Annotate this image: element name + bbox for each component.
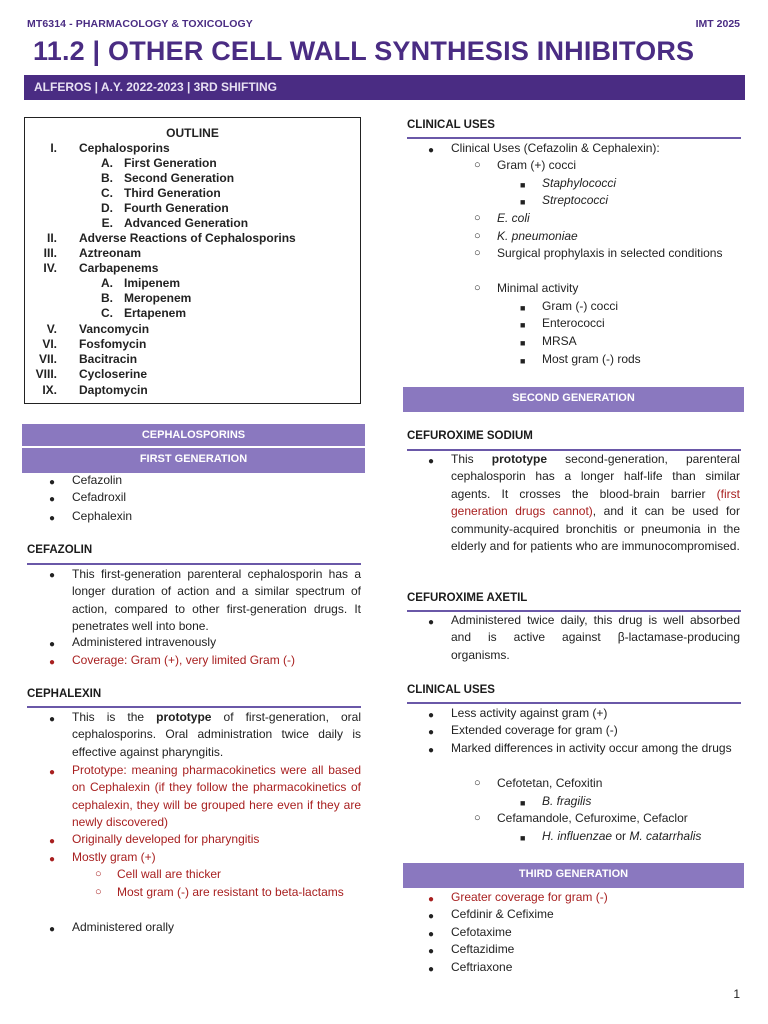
cefazolin-description: This first-generation parenteral cephalosporin has a longer duration of action and a similar spectrum of action, compared to other first-generation drugs. It penetrates well into bone.	[72, 567, 361, 634]
square-bullet-icon: ■	[520, 197, 526, 207]
outline-row	[25, 186, 360, 201]
outline-row	[25, 201, 360, 216]
outline-row-label: Bacitracin	[79, 352, 138, 366]
list-item: Cephalexin	[72, 509, 133, 523]
bullet-icon: ●	[428, 745, 435, 756]
outline-row-number: C.	[101, 306, 113, 320]
bullet-icon: ●	[49, 924, 56, 935]
bullet-icon: ●	[428, 456, 435, 467]
course-code: MT6314 - PHARMACOLOGY & TOXICOLOGY	[27, 18, 253, 30]
outline-row	[25, 383, 360, 398]
outline-row-label: Meropenem	[124, 291, 192, 305]
clinical-uses-item: MRSA	[542, 334, 577, 348]
third-gen-item: Cefdinir & Cefixime	[451, 907, 554, 921]
outline-row-number: IX.	[42, 383, 57, 397]
outline-row	[25, 216, 360, 231]
bullet-icon: ●	[428, 617, 435, 628]
outline-row-label: Advanced Generation	[124, 216, 249, 230]
outline-row-label: Third Generation	[124, 186, 221, 200]
list-item: Cefazolin	[72, 473, 123, 487]
bullet-icon: ●	[428, 145, 435, 156]
cefazolin-coverage: Coverage: Gram (+), very limited Gram (-)	[72, 653, 296, 667]
third-gen-item: Ceftazidime	[451, 942, 515, 956]
outline-row-label: Second Generation	[124, 171, 235, 185]
outline-row-number: VIII.	[35, 367, 57, 381]
cefuroxime-axetil-heading: CEFUROXIME AXETIL	[407, 592, 528, 604]
outline-row-label: Vancomycin	[79, 322, 150, 336]
bullet-icon: ●	[428, 710, 435, 721]
outline-row	[25, 306, 360, 321]
outline-row-number: II.	[46, 231, 57, 245]
outline-row-label: Cycloserine	[79, 367, 148, 381]
outline-row-label: Ertapenem	[124, 306, 187, 320]
bullet-icon: ●	[49, 477, 56, 488]
outline-row-label: First Generation	[124, 156, 217, 170]
square-bullet-icon: ■	[520, 338, 526, 348]
bullet-icon: ●	[49, 657, 56, 668]
organism-label: Streptococci	[542, 193, 609, 207]
clinical-uses-item: Enterococci	[542, 316, 605, 330]
bullet-icon: ●	[49, 854, 56, 865]
list-item: Cefadroxil	[72, 490, 127, 504]
square-bullet-icon: ■	[520, 798, 526, 808]
cephalexin-description: This is the prototype of first-generation, oral cephalosporins. Oral administration twice daily is effective against pharyngitis.	[72, 710, 361, 759]
clinical-uses-item: Most gram (-) rods	[542, 352, 641, 366]
clinical-uses-item: Cefotetan, Cefoxitin	[497, 776, 603, 790]
second-generation-bar: SECOND GENERATION	[403, 387, 744, 412]
outline-row-number: V.	[46, 322, 57, 336]
outline-row-number: VII.	[38, 352, 57, 366]
outline-row	[25, 231, 360, 246]
outline-row	[25, 141, 360, 156]
clinical-uses-item: Minimal activity	[497, 281, 579, 295]
cefazolin-heading: CEFAZOLIN	[27, 544, 93, 556]
outline-row-number: E.	[101, 216, 113, 230]
clinical-uses-item: Gram (+) cocci	[497, 158, 577, 172]
circle-bullet-icon: ○	[474, 777, 481, 789]
square-bullet-icon: ■	[520, 303, 526, 313]
bullet-icon: ●	[49, 836, 56, 847]
square-bullet-icon: ■	[520, 356, 526, 366]
square-bullet-icon: ■	[520, 320, 526, 330]
first-generation-bar: FIRST GENERATION	[22, 448, 365, 473]
cephalexin-prototype-note: Prototype: meaning pharmacokinetics were all based on Cephalexin (if they follow the pharmacokinetics of cephalexin, they will be grouped here even if they are newly discovered)	[72, 763, 361, 830]
clinical-uses-item: Less activity against gram (+)	[451, 706, 608, 720]
outline-row-number: A.	[101, 156, 113, 170]
bullet-icon: ●	[428, 894, 435, 905]
organism-label: H. influenzae or M. catarrhalis	[542, 829, 702, 843]
clinical-uses-item: Surgical prophylaxis in selected conditions	[497, 246, 723, 260]
outline-row	[25, 171, 360, 186]
third-gen-item: Ceftriaxone	[451, 960, 513, 974]
outline-row	[25, 337, 360, 352]
outline-row-number: A.	[101, 276, 113, 290]
outline-row	[25, 291, 360, 306]
bullet-icon: ●	[428, 929, 435, 940]
outline-row-number: I.	[50, 141, 57, 155]
circle-bullet-icon: ○	[474, 812, 481, 824]
circle-bullet-icon: ○	[474, 212, 481, 224]
outline-row-number: III.	[43, 246, 57, 260]
batch-label: IMT 2025	[695, 18, 740, 30]
outline-row-number: C.	[101, 186, 113, 200]
square-bullet-icon: ■	[520, 833, 526, 843]
circle-bullet-icon: ○	[474, 159, 481, 171]
clinical-uses-item: Extended coverage for gram (-)	[451, 723, 618, 737]
outline-row-label: Aztreonam	[79, 246, 142, 260]
section-rule	[407, 702, 741, 704]
bullet-icon: ●	[428, 911, 435, 922]
bullet-icon: ●	[49, 714, 56, 725]
organism-label: Staphylococci	[542, 176, 617, 190]
outline-row-label: Imipenem	[124, 276, 181, 290]
page-title: 11.2 | OTHER CELL WALL SYNTHESIS INHIBITORS	[33, 36, 695, 66]
outline-row	[25, 156, 360, 171]
outline-row-number: D.	[101, 201, 113, 215]
cefazolin-route: Administered intravenously	[72, 635, 217, 649]
third-gen-item: Greater coverage for gram (-)	[451, 890, 608, 904]
cefuroxime-sodium-heading: CEFUROXIME SODIUM	[407, 430, 533, 442]
cephalosporins-section-bar: CEPHALOSPORINS	[22, 424, 365, 446]
clinical-uses-item: Cefamandole, Cefuroxime, Cefaclor	[497, 811, 688, 825]
cefuroxime-sodium-description: This prototype second-generation, parenteral cephalosporin has a longer half-life than similar agents. It crosses the blood-brain barrier (first generation drugs cannot), and it can be used for community-acquired bronchitis or pneumonia in the elderly and for patients who are immunocompromised.	[451, 452, 740, 554]
section-rule	[407, 137, 741, 139]
bullet-icon: ●	[428, 727, 435, 738]
bullet-icon: ●	[49, 513, 56, 524]
organism-label: B. fragilis	[542, 794, 592, 808]
cephalexin-sub-note: Most gram (-) are resistant to beta-lactams	[117, 885, 344, 899]
page-number: 1	[733, 987, 740, 1001]
bullet-icon: ●	[428, 946, 435, 957]
outline-row	[25, 261, 360, 276]
circle-bullet-icon: ○	[474, 247, 481, 259]
circle-bullet-icon: ○	[95, 886, 102, 898]
cephalexin-route: Administered orally	[72, 920, 175, 934]
outline-row	[25, 246, 360, 261]
bullet-icon: ●	[49, 767, 56, 778]
cephalexin-sub-note: Cell wall are thicker	[117, 867, 222, 881]
bullet-icon: ●	[49, 494, 56, 505]
clinical-uses-item: Clinical Uses (Cefazolin & Cephalexin):	[451, 141, 660, 155]
bullet-icon: ●	[49, 639, 56, 650]
bullet-icon: ●	[49, 570, 56, 581]
section-rule	[27, 706, 361, 708]
outline-row-number: IV.	[43, 261, 57, 275]
outline-row-label: Daptomycin	[79, 383, 148, 397]
outline-row-label: Fosfomycin	[79, 337, 147, 351]
clinical-uses-heading: CLINICAL USES	[407, 119, 495, 131]
third-generation-bar: THIRD GENERATION	[403, 863, 744, 888]
cephalexin-pharyngitis-note: Originally developed for pharyngitis	[72, 832, 260, 846]
cephalexin-gram-note: Mostly gram (+)	[72, 850, 156, 864]
outline-row-number: B.	[101, 291, 113, 305]
outline-title: OUTLINE	[166, 126, 219, 140]
third-gen-item: Cefotaxime	[451, 925, 512, 939]
outline-row-label: Adverse Reactions of Cephalosporins	[79, 231, 296, 245]
outline-row-number: VI.	[42, 337, 57, 351]
clinical-uses-heading-2: CLINICAL USES	[407, 684, 495, 696]
organism-label: K. pneumoniae	[497, 229, 578, 243]
clinical-uses-item: Gram (-) cocci	[542, 299, 618, 313]
outline-row	[25, 352, 360, 367]
circle-bullet-icon: ○	[474, 230, 481, 242]
section-rule	[27, 563, 361, 565]
outline-row-label: Cephalosporins	[79, 141, 170, 155]
cefuroxime-axetil-description: Administered twice daily, this drug is well absorbed and is active against β-lactamase-producing organisms.	[451, 613, 740, 662]
outline-box	[24, 117, 361, 404]
circle-bullet-icon: ○	[474, 282, 481, 294]
outline-row	[25, 367, 360, 382]
organism-label: E. coli	[497, 211, 530, 225]
clinical-uses-item: Marked differences in activity occur among the drugs	[451, 741, 732, 755]
author-banner: ALFEROS | A.Y. 2022-2023 | 3RD SHIFTING	[24, 75, 745, 100]
outline-row-label: Carbapenems	[79, 261, 159, 275]
outline-row	[25, 276, 360, 291]
circle-bullet-icon: ○	[95, 868, 102, 880]
outline-row-label: Fourth Generation	[124, 201, 229, 215]
cephalexin-heading: CEPHALEXIN	[27, 688, 102, 700]
outline-row-number: B.	[101, 171, 113, 185]
outline-row	[25, 322, 360, 337]
square-bullet-icon: ■	[520, 180, 526, 190]
bullet-icon: ●	[428, 964, 435, 975]
